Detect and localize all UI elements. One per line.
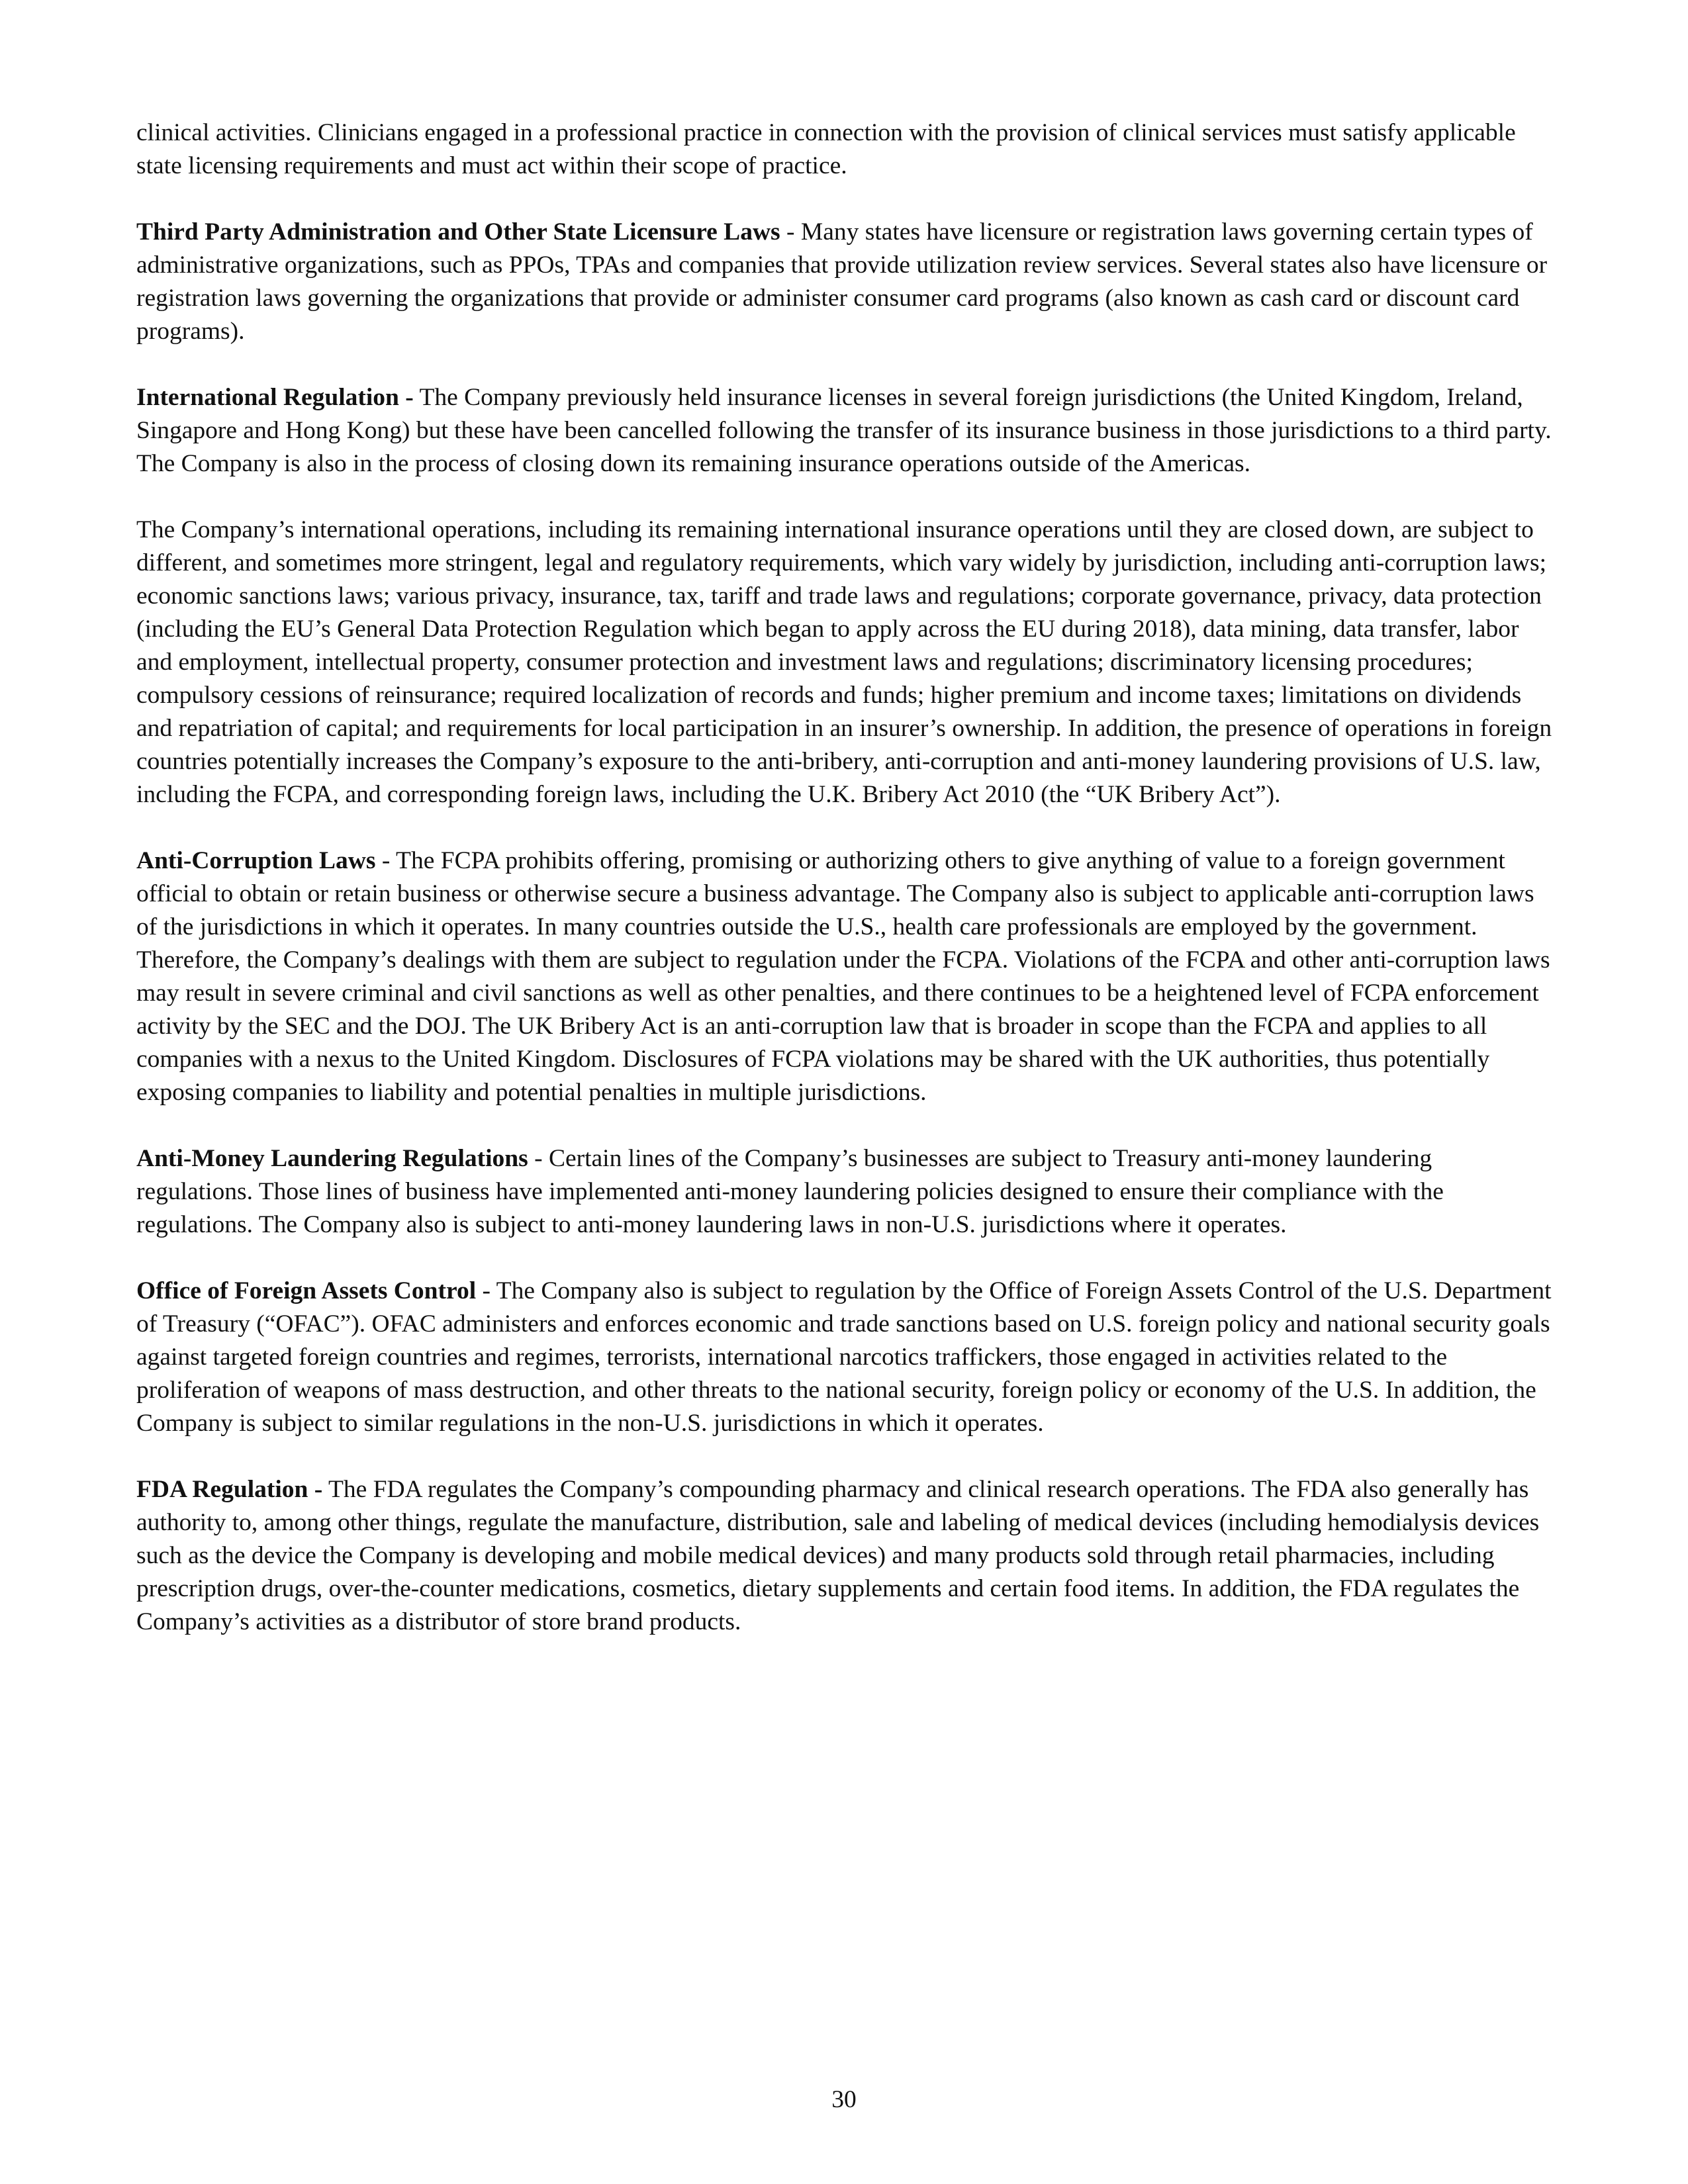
paragraph-text: - Certain lines of the Company’s businesses are subject to Treasury anti-money laundering regulations. Those lines of business have implemented anti-money laundering policies designed to ensure their compliance with the regulations. The Company also is subject to anti-money laundering laws in non-U.S. jurisdictions where it operates. (136, 1145, 1444, 1238)
paragraph-anti-corruption-laws (136, 844, 1553, 1109)
document-body (136, 116, 1553, 1672)
paragraph-third-party-administration (136, 216, 1553, 348)
paragraph-anti-money-laundering (136, 1142, 1553, 1242)
paragraph-heading: Office of Foreign Assets Control (136, 1277, 477, 1304)
paragraph-text: clinical activities. Clinicians engaged in a professional practice in connection with the provision of clinical services must satisfy applicable state licensing requirements and must act within their scope of practice. (136, 119, 1516, 179)
paragraph-text: The Company previously held insurance licenses in several foreign jurisdictions (the United Kingdom, Ireland, Singapore and Hong Kong) but these have been cancelled following the transfer of its insurance business in those jurisdictions to a third party. The Company is also in the process of closing down its remaining insurance operations outside of the Americas. (136, 384, 1552, 477)
paragraph-heading: International Regulation - (136, 384, 414, 411)
paragraph-heading: Anti-Corruption Laws (136, 847, 376, 874)
paragraph-clinical-activities (136, 116, 1553, 183)
paragraph-international-regulation (136, 381, 1553, 480)
paragraph-text: The FDA regulates the Company’s compounding pharmacy and clinical research operations. The FDA also generally has authority to, among other things, regulate the manufacture, distribution, sale and labeling of medical devices (including hemodialysis devices such as the device the Company is developing and mobile medical devices) and many products sold through retail pharmacies, including prescription drugs, over-the-counter medications, cosmetics, dietary supplements and certain food items. In addition, the FDA regulates the Company’s activities as a distributor of store brand products. (136, 1476, 1540, 1635)
page-number: 30 (831, 2086, 857, 2113)
paragraph-text: - The FCPA prohibits offering, promising or authorizing others to give anything of value to a foreign government official to obtain or retain business or otherwise secure a business advantage. The Company also is subject to applicable anti-corruption laws of the jurisdictions in which it operates. In many countries outside the U.S., health care professionals are employed by the government. Therefore, the Company’s dealings with them are subject to regulation under the FCPA. Violations of the FCPA and other anti-corruption laws may result in severe criminal and civil sanctions as well as other penalties, and there continues to be a heightened level of FCPA enforcement activity by the SEC and the DOJ. The UK Bribery Act is an anti-corruption law that is broader in scope than the FCPA and applies to all companies with a nexus to the United Kingdom. Disclosures of FCPA violations may be shared with the UK authorities, thus potentially exposing companies to liability and potential penalties in multiple jurisdictions. (136, 847, 1550, 1106)
paragraph-fda-regulation (136, 1473, 1553, 1639)
paragraph-international-operations (136, 514, 1553, 811)
paragraph-text: - The Company also is subject to regulation by the Office of Foreign Assets Control of the U.S. Department of Treasury (“OFAC”). OFAC administers and enforces economic and trade sanctions based on U.S. foreign policy and national security goals against targeted foreign countries and regimes, terrorists, international narcotics traffickers, those engaged in activities related to the proliferation of weapons of mass destruction, and other threats to the national security, foreign policy or economy of the U.S. In addition, the Company is subject to similar regulations in the non-U.S. jurisdictions in which it operates. (136, 1277, 1552, 1437)
paragraph-ofac (136, 1275, 1553, 1440)
paragraph-text: The Company’s international operations, including its remaining international insurance operations until they are closed down, are subject to different, and sometimes more stringent, legal and regulatory requirements, which vary widely by jurisdiction, including anti-corruption laws; economic sanctions laws; various privacy, insurance, tax, tariff and trade laws and regulations; corporate governance, privacy, data protection (including the EU’s General Data Protection Regulation which began to apply across the EU during 2018), data mining, data transfer, labor and employment, intellectual property, consumer protection and investment laws and regulations; discriminatory licensing procedures; compulsory cessions of reinsurance; required localization of records and funds; higher premium and income taxes; limitations on dividends and repatriation of capital; and requirements for local participation in an insurer’s ownership. In addition, the presence of operations in foreign countries potentially increases the Company’s exposure to the anti-bribery, anti-corruption and anti-money laundering provisions of U.S. law, including the FCPA, and corresponding foreign laws, including the U.K. Bribery Act 2010 (the “UK Bribery Act”). (136, 516, 1552, 808)
paragraph-heading: Third Party Administration and Other State Licensure Laws (136, 218, 780, 246)
paragraph-text: - Many states have licensure or registration laws governing certain types of administrative organizations, such as PPOs, TPAs and companies that provide utilization review services. Several states also have licensure or registration laws governing the organizations that provide or administer consumer card programs (also known as cash card or discount card programs). (136, 218, 1548, 345)
paragraph-heading: FDA Regulation - (136, 1476, 323, 1503)
paragraph-heading: Anti-Money Laundering Regulations (136, 1145, 528, 1172)
